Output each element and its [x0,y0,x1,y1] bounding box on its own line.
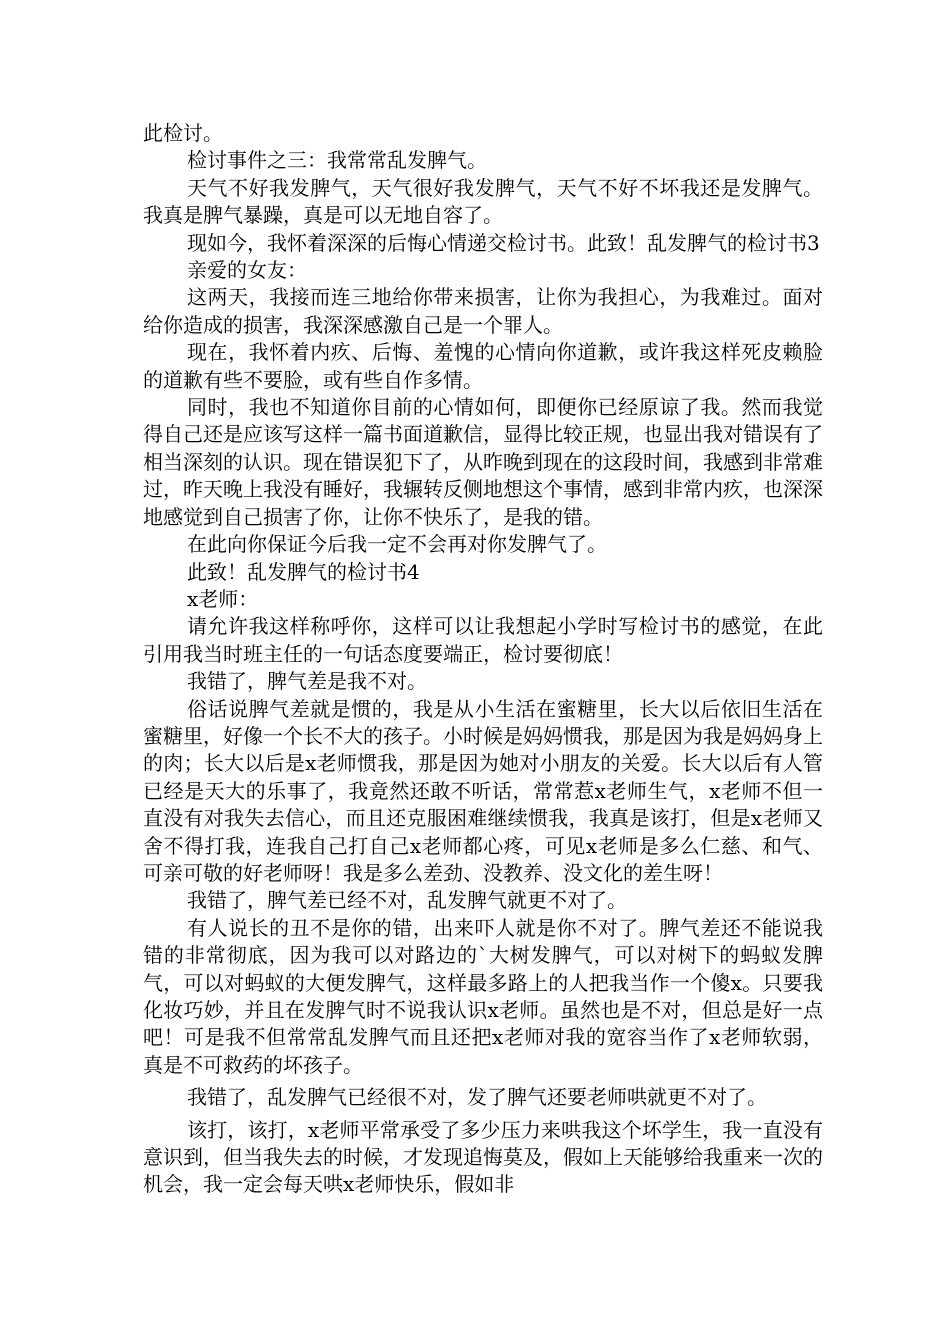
paragraph-formal-apology: 同时，我也不知道你目前的心情如何，即便你已经原谅了我。然而我觉得自己还是应该写这样一篇书面道歉信，显得比较正规，也显出我对错误有了相当深刻的认识。现在错误犯下了，从昨晚到现在的这段时间，我感到非常难过，昨天晚上我没有睡好，我辗转反侧地想这个事情，感到非常内疚，也深深地感觉到自己损害了你，让你不快乐了，是我的错。 [143,395,823,529]
paragraph-weather-temper: 天气不好我发脾气，天气很好我发脾气，天气不好不坏我还是发脾气。我真是脾气暴躁，真是可以无地自容了。 [143,175,823,228]
paragraph-admit-3: 我错了，乱发脾气已经很不对，发了脾气还要老师哄就更不对了。 [187,1085,767,1110]
paragraph-admit-1: 我错了，脾气差是我不对。 [187,669,427,694]
paragraph-salutation-girlfriend: 亲爱的女友： [187,258,307,283]
paragraph-intro-teacher: 请允许我这样称呼你，这样可以让我想起小学时写检讨书的感觉，在此引用我当时班主任的一句话态度要端正，检讨要彻底！ [143,614,823,666]
paragraph-should-be-punished: 该打，该打，x老师平常承受了多少压力来哄我这个坏学生，我一直没有意识到，但当我失去的时候，才发现追悔莫及，假如上天能够给我重来一次的机会，我一定会每天哄x老师快乐，假如非 [143,1117,823,1197]
paragraph-admit-2: 我错了，脾气差已经不对，乱发脾气就更不对了。 [187,888,627,913]
paragraph-ugly-analogy: 有人说长的丑不是你的错，出来吓人就是你不对了。脾气差还不能说我错的非常彻底，因为我可以对路边的`大树发脾气，可以对树下的蚂蚁发脾气，可以对蚂蚁的大便发脾气，这样最多路上的人把我当作一个傻x。只要我化妆巧妙，并且在发脾气时不说我认识x老师。虽然也是不对，但总是好一点吧！可是我不但常常乱发脾气而且还把x老师对我的宽容当作了x老师软弱，真是不可救药的坏孩子。 [143,915,823,1077]
paragraph-harm-apology: 这两天，我接而连三地给你带来损害，让你为我担心，为我难过。面对给你造成的损害，我深深感激自己是一个罪人。 [143,285,823,337]
paragraph-spoiled: 俗话说脾气差就是惯的，我是从小生活在蜜糖里，长大以后依旧生活在蜜糖里，好像一个长不大的孩子。小时候是妈妈惯我，那是因为我是妈妈身上的肉；长大以后是x老师惯我，那是因为她对小朋友的关爱。长大以后有人管已经是天大的乐事了，我竟然还敢不听话，常常惹x老师生气，x老师不但一直没有对我失去信心，而且还克服困难继续惯我，我真是该打，但是x老师又舍不得打我，连我自己打自己x老师都心疼，可见x老师是多么仁慈、和气、可亲可敬的好老师呀！我是多么差劲、没教养、没文化的差生呀！ [143,696,823,885]
paragraph-promise: 在此向你保证今后我一定不会再对你发脾气了。 [187,532,607,557]
paragraph-title-4: 此致！乱发脾气的检讨书4 [187,559,420,584]
document-body [143,120,823,1199]
paragraph-regret: 现在，我怀着内疚、后悔、羞愧的心情向你道歉，或许我这样死皮赖脸的道歉有些不要脸，或有些自作多情。 [143,340,823,392]
paragraph-incident-heading: 检讨事件之三：我常常乱发脾气。 [187,148,487,173]
paragraph-submission-title-3: 现如今，我怀着深深的后悔心情递交检讨书。此致！乱发脾气的检讨书3 [187,230,820,255]
paragraph-closing-fragment: 此检讨。 [143,121,223,145]
paragraph-salutation-teacher: x老师： [187,586,259,611]
